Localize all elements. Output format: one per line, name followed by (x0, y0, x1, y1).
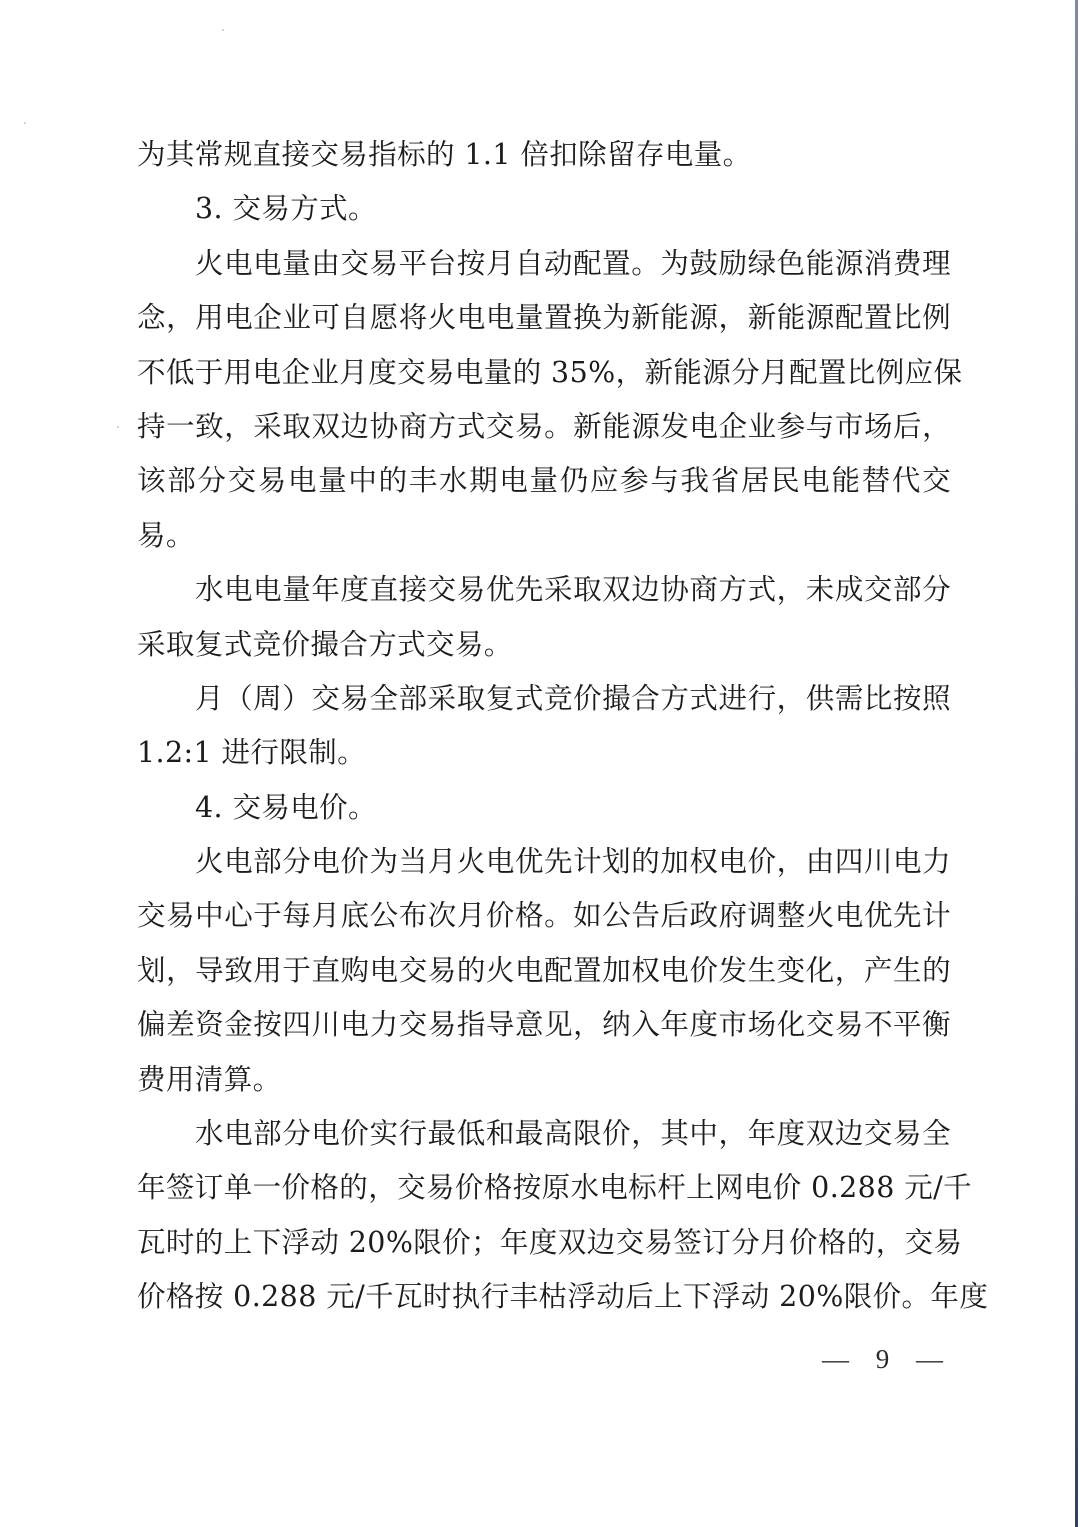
text-line: 偏差资金按四川电力交易指导意见，纳入年度市场化交易不平衡 (137, 1008, 951, 1042)
text-line: 火电部分电价为当月火电优先计划的加权电价，由四川电力 (195, 845, 951, 879)
text-line: 年签订单一价格的，交易价格按原水电标杆上网电价 0.288 元/千 (137, 1171, 973, 1205)
text-line: 价格按 0.288 元/千瓦时执行丰枯浮动后上下浮动 20%限价。年度 (137, 1280, 989, 1314)
text-line: 费用清算。 (137, 1062, 282, 1096)
text-line: 不低于用电企业月度交易电量的 35%，新能源分月配置比例应保 (137, 355, 963, 389)
text-line: 念，用电企业可自愿将火电电量置换为新能源，新能源配置比例 (137, 301, 951, 335)
text-line: 易。 (137, 518, 195, 552)
scan-edge-line (1075, 0, 1078, 1527)
text-line: 水电电量年度直接交易优先采取双边协商方式，未成交部分 (195, 573, 951, 607)
scan-speck (117, 426, 119, 428)
text-line: 水电部分电价实行最低和最高限价，其中，年度双边交易全 (195, 1117, 951, 1151)
text-line: 划，导致用于直购电交易的火电配置加权电价发生变化，产生的 (137, 953, 951, 987)
text-line: 采取复式竞价撮合方式交易。 (137, 627, 513, 661)
section-heading-3: 3. 交易方式。 (195, 192, 377, 226)
body-text (137, 128, 989, 1325)
scan-speck (222, 29, 224, 31)
page-number: — 9 — (822, 1344, 953, 1374)
section-heading-4: 4. 交易电价。 (195, 790, 377, 824)
text-line: 1.2:1 进行限制。 (137, 736, 367, 770)
text-line: 火电电量由交易平台按月自动配置。为鼓励绿色能源消费理 (195, 246, 951, 280)
scan-speck (24, 122, 26, 124)
text-line: 瓦时的上下浮动 20%限价；年度双边交易签订分月价格的，交易 (137, 1225, 963, 1259)
text-line: 为其常规直接交易指标的 1.1 倍扣除留存电量。 (137, 138, 752, 171)
text-line: 该部分交易电量中的丰水期电量仍应参与我省居民电能替代交 (137, 464, 951, 498)
text-line: 交易中心于每月底公布次月价格。如公告后政府调整火电优先计 (137, 899, 951, 933)
text-line: 持一致，采取双边协商方式交易。新能源发电企业参与市场后， (137, 409, 951, 443)
text-line: 月（周）交易全部采取复式竞价撮合方式进行，供需比按照 (195, 681, 951, 715)
